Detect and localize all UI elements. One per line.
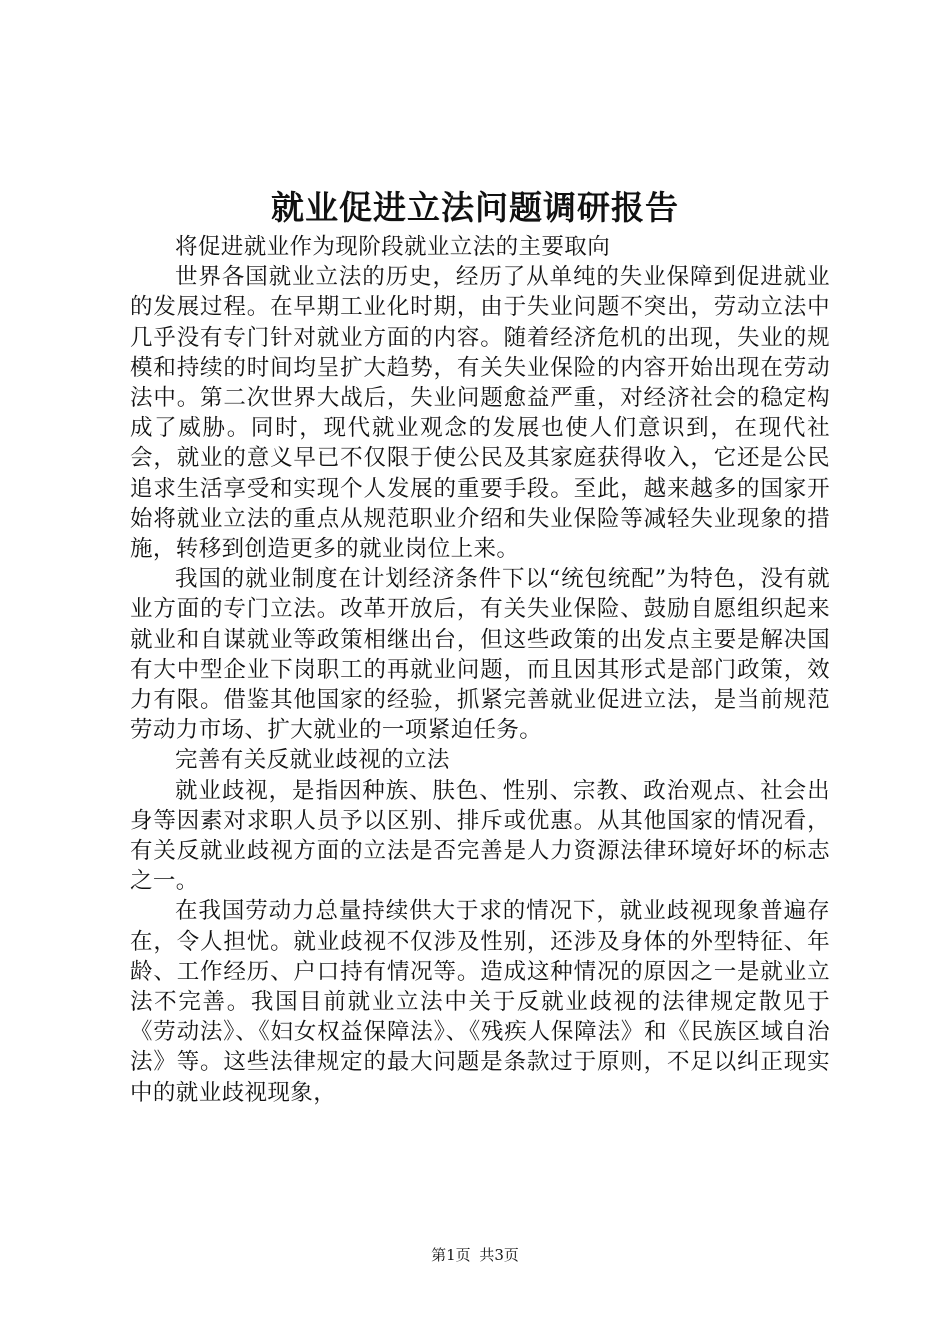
section-heading: 将促进就业作为现阶段就业立法的主要取向: [175, 234, 611, 260]
body-paragraph: 就业歧视，是指因种族、肤色、性别、宗教、政治观点、社会出身等因素对求职人员予以区别、排斥或优惠。从其他国家的情况看，有关反就业歧视方面的立法是否完善是人力资源法律环境好坏的标志之一。: [130, 777, 830, 895]
document-body: [130, 232, 830, 1108]
section-heading: 完善有关反就业歧视的立法: [175, 747, 450, 774]
body-paragraph: 在我国劳动力总量持续供大于求的情况下，就业歧视现象普遍存在，令人担忧。就业歧视不仅涉及性别，还涉及身体的外型特征、年龄、工作经历、户口持有情况等。造成这种情况的原因之一是就业立法不完善。我国目前就业立法中关于反就业歧视的法律规定散见于《劳动法》、《妇女权益保障法》、《残疾人保障法》和《民族区域自治法》等。这些法律规定的最大问题是条款过于原则，不足以纠正现实中的就业歧视现象，: [130, 898, 830, 1106]
page-footer: 第1页 共3页: [431, 1246, 519, 1264]
body-paragraph: 我国的就业制度在计划经济条件下以“统包统配”为特色，没有就业方面的专门立法。改革开放后，有关失业保险、鼓励自愿组织起来就业和自谋就业等政策相继出台，但这些政策的出发点主要是解决国有大中型企业下岗职工的再就业问题，而且因其形式是部门政策，效力有限。借鉴其他国家的经验，抓紧完善就业促进立法，是当前规范劳动力市场、扩大就业的一项紧迫任务。: [130, 566, 830, 744]
document-title: 就业促进立法问题调研报告: [271, 188, 679, 227]
body-paragraph: 世界各国就业立法的历史，经历了从单纯的失业保障到促进就业的发展过程。在早期工业化时期，由于失业问题不突出，劳动立法中几乎没有专门针对就业方面的内容。随着经济危机的出现，失业的规模和持续的时间均呈扩大趋势，有关失业保险的内容开始出现在劳动法中。第二次世界大战后，失业问题愈益严重，对经济社会的稳定构成了威胁。同时，现代就业观念的发展也使人们意识到，在现代社会，就业的意义早已不仅限于使公民及其家庭获得收入，它还是公民追求生活享受和实现个人发展的重要手段。至此，越来越多的国家开始将就业立法的重点从规范职业介绍和失业保险等减轻失业现象的措施，转移到创造更多的就业岗位上来。: [130, 264, 830, 563]
